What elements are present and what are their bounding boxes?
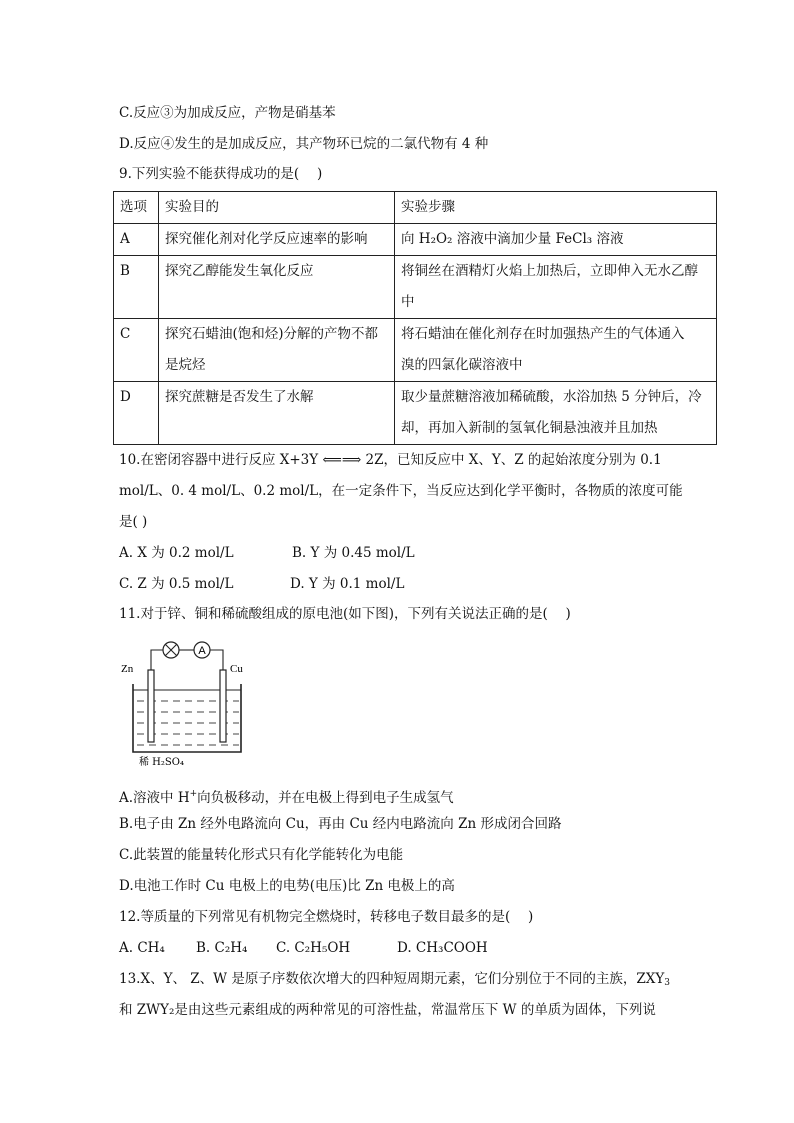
table-row <box>114 382 717 445</box>
option-cell: B <box>114 256 159 319</box>
steps-cell: 取少量蔗糖溶液加稀硫酸，水浴加热 5 分钟后，冷 却，再加入新制的氢氧化铜悬浊液并且加热 <box>395 382 717 445</box>
table-row <box>114 256 717 319</box>
table-header-row <box>114 192 717 224</box>
zinc-electrode <box>148 670 154 742</box>
q9-stem: 9.下列实验不能获得成功的是( ) <box>119 166 323 182</box>
experiment-table <box>113 191 717 445</box>
q11a-text-start: A.溶液中 H <box>119 790 190 806</box>
copper-electrode <box>220 670 226 742</box>
option-cell: D <box>114 382 159 445</box>
q12-option-c: C. C₂H₅OH <box>276 940 351 956</box>
q13-stem-line2: 和 ZWY₂是由这些元素组成的两种常见的可溶性盐，常温常压下 W 的单质为固体，下列说 <box>119 1002 656 1018</box>
lamp-icon <box>163 642 179 658</box>
steps-cell: 向 H₂O₂ 溶液中滴加少量 FeCl₃ 溶液 <box>395 224 717 256</box>
zn-label: Zn <box>121 663 134 675</box>
goal-cell: 探究乙醇能发生氧化反应 <box>159 256 395 319</box>
q13-stem-line1 <box>119 970 670 992</box>
table-row <box>114 224 717 256</box>
q13-text: 13.X、Y、 Z、W 是原子序数依次增大的四种短周期元素，它们分别位于不同的主族，ZXY <box>119 971 665 987</box>
q11a-text-end: 向负极移动，并在电极上得到电子生成氢气 <box>197 790 454 806</box>
steps-cell: 将石蜡油在催化剂存在时加强热产生的气体通入 溴的四氯化碳溶液中 <box>395 319 717 382</box>
table-header-cell: 选项 <box>114 192 159 224</box>
q12-option-a: A. CH₄ <box>119 940 165 956</box>
q12-option-d: D. CH₃COOH <box>397 940 488 956</box>
q10-option-d: D. Y 为 0.1 mol/L <box>290 576 405 592</box>
table-header-cell: 实验步骤 <box>395 192 717 224</box>
q12-stem: 12.等质量的下列常见有机物完全燃烧时，转移电子数目最多的是( ) <box>119 909 534 925</box>
galvanic-cell-diagram <box>119 632 269 772</box>
goal-cell: 探究蔗糖是否发生了水解 <box>159 382 395 445</box>
goal-cell: 探究催化剂对化学反应速率的影响 <box>159 224 395 256</box>
q8-option-c: C.反应③为加成反应，产物是硝基苯 <box>119 105 336 121</box>
q11-option-a <box>119 785 454 807</box>
table-header-cell: 实验目的 <box>159 192 395 224</box>
solution-label: 稀 H₂SO₄ <box>139 757 184 768</box>
table-row <box>114 319 717 382</box>
q10-option-c: C. Z 为 0.5 mol/L <box>119 576 234 592</box>
q10-stem-line2: mol/L、0. 4 mol/L、0.2 mol/L，在一定条件下，当反应达到化学平衡时，各物质的浓度可能 <box>119 483 683 499</box>
cu-label: Cu <box>230 663 243 675</box>
q11-option-d: D.电池工作时 Cu 电极上的电势(电压)比 Zn 电极上的高 <box>119 878 455 894</box>
q8-option-d: D.反应④发生的是加成反应，其产物环已烷的二氯代物有 4 种 <box>119 136 489 152</box>
wire-right <box>210 650 223 670</box>
ammeter-label: A <box>198 645 206 657</box>
option-cell: A <box>114 224 159 256</box>
q11-stem: 11.对于锌、铜和稀硫酸组成的原电池(如下图)，下列有关说法正确的是( ) <box>119 606 571 622</box>
goal-cell: 探究石蜡油(饱和烃)分解的产物不都 是烷烃 <box>159 319 395 382</box>
q10-option-a: A. X 为 0.2 mol/L <box>119 545 234 561</box>
wire-left <box>151 650 163 670</box>
ammeter-icon <box>194 642 210 658</box>
steps-cell: 将铜丝在酒精灯火焰上加热后，立即伸入无水乙醇 中 <box>395 256 717 319</box>
q12-option-b: B. C₂H₄ <box>196 940 248 956</box>
q10-stem-line1: 10.在密闭容器中进行反应 X+3Y ⟸⟹ 2Z，已知反应中 X、Y、Z 的起始浓度分别为 0.1 <box>119 452 662 468</box>
q13-subscript: 3 <box>664 978 670 988</box>
option-cell: C <box>114 319 159 382</box>
q11a-superscript: + <box>189 789 198 799</box>
q11-option-c: C.此装置的能量转化形式只有化学能转化为电能 <box>119 847 404 863</box>
q10-stem-line3: 是( ) <box>119 514 148 530</box>
q11-option-b: B.电子由 Zn 经外电路流向 Cu，再由 Cu 经内电路流向 Zn 形成闭合回路 <box>119 816 562 832</box>
q10-option-b: B. Y 为 0.45 mol/L <box>292 545 415 561</box>
